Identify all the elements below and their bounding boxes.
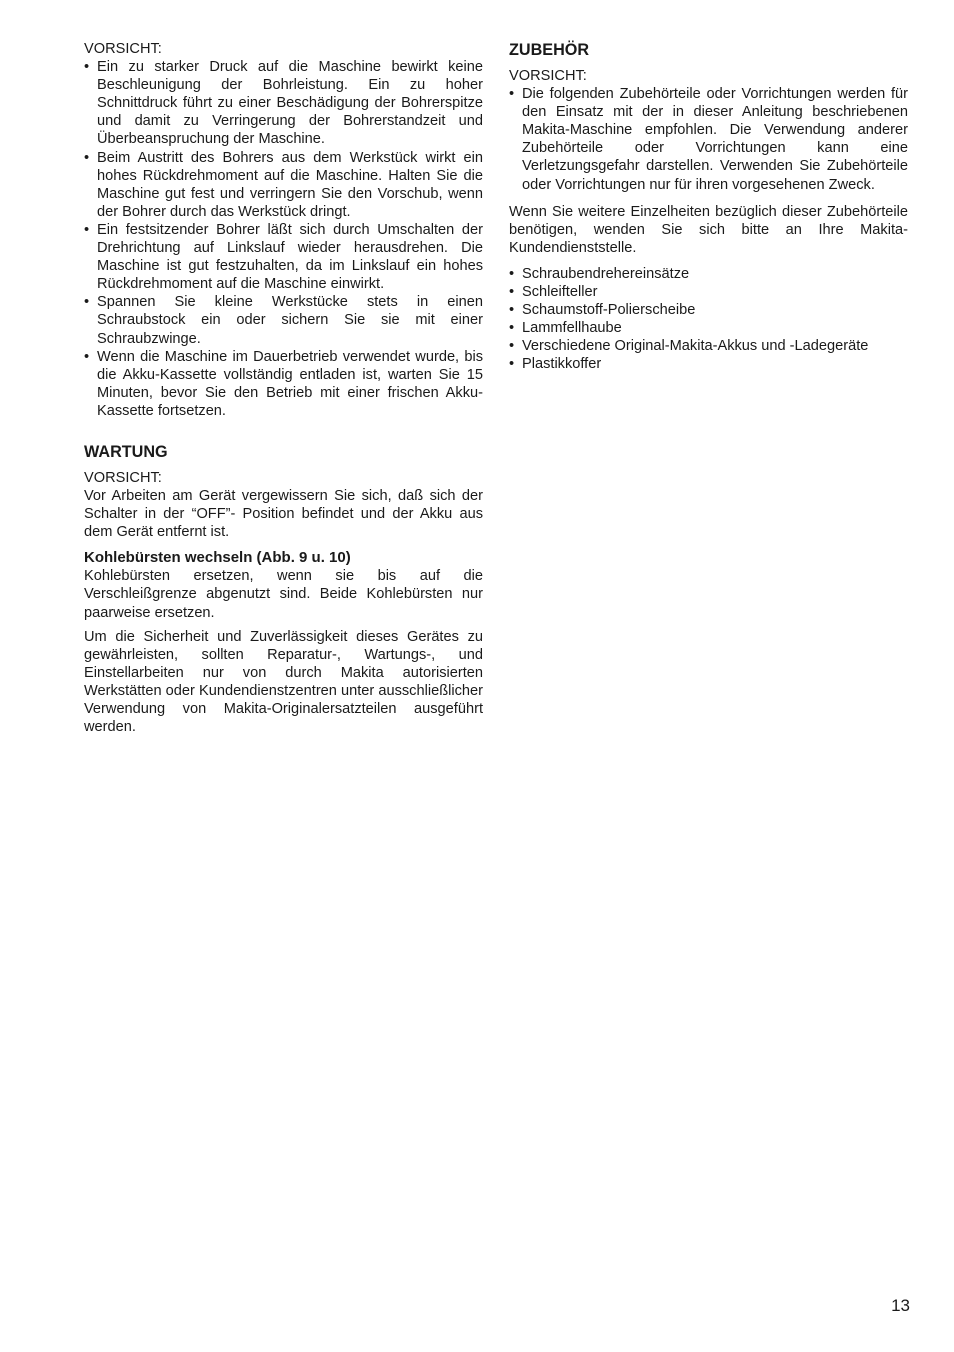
maintenance-heading: WARTUNG [84, 442, 168, 461]
accessories-caution-label: VORSICHT: [509, 68, 587, 84]
accessories-heading: ZUBEHÖR [509, 41, 590, 59]
accessory-item: • Schleifteller [509, 283, 908, 301]
accessories-info-text: Wenn Sie weitere Einzelheiten bezüglich dieser Zubehörteile benötigen, wenden Sie sich bitte an Ihre Makita-Kundendienststelle. [509, 203, 908, 256]
caution-item: • Beim Austritt des Bohrers aus dem Werkstück wirkt ein hohes Rückdrehmoment auf die Maschine. Halten Sie die Maschine gut fest und verringern Sie den Vorschub, wenn der Bohrer durch das Werkstück dringt. [84, 149, 483, 221]
caution-item: • Ein festsitzender Bohrer läßt sich durch Umschalten der Drehrichtung auf Linkslauf wieder herausdrehen. Die Maschine ist gut festzuhalten, da im Linkslauf ein hohes Rückdrehmoment auf die Maschine einwirkt. [84, 221, 483, 293]
carbon-brush-heading: Kohlebürsten wechseln (Abb. 9 u. 10) [84, 549, 351, 567]
caution-item: • Spannen Sie kleine Werkstücke stets in einen Schraubstock ein oder sichern Sie sie mit einer Schraubzwinge. [84, 293, 483, 347]
accessory-item: • Schraubendrehereinsätze [509, 265, 908, 283]
maintenance-caution-label: VORSICHT: [84, 469, 162, 486]
accessory-item: • Schaumstoff-Polierscheibe [509, 301, 908, 319]
caution-label: VORSICHT: [84, 41, 162, 57]
caution-item: • Wenn die Maschine im Dauerbetrieb verwendet wurde, bis die Akku-Kassette vollständig entladen ist, warten Sie 15 Minuten, bevor Sie den Betrieb mit einer frischen Akku-Kassette fortsetzen. [84, 348, 483, 420]
caution-item: • Ein zu starker Druck auf die Maschine bewirkt keine Beschleunigung der Bohrleistung. Ein zu hoher Schnittdruck führt zu einer Beschädigung der Bohrerspitze und damit zu Verringerung der Bohrerstandzeit und Überbeanspruchung der Maschine. [84, 58, 483, 148]
accessory-item: • Lammfellhaube [509, 319, 908, 337]
accessories-list [509, 265, 908, 374]
caution-list [84, 58, 483, 420]
caution-item: • Die folgenden Zubehörteile oder Vorrichtungen werden für den Einsatz mit der in dieser Anleitung beschriebenen Makita-Maschine empfohlen. Die Verwendung anderer Zubehörteile oder Vorrichtungen kann eine Verletzungsgefahr darstellen. Verwenden Sie Zubehörteile oder Vorrichtungen nur für ihren vorgesehenen Zweck. [509, 85, 908, 194]
left-column [84, 40, 483, 736]
accessories-caution-list [509, 85, 908, 194]
accessory-item: • Plastikkoffer [509, 355, 908, 373]
service-paragraph: Um die Sicherheit und Zuverlässigkeit dieses Gerätes zu gewährleisten, sollten Reparatur-, Wartungs-, und Einstellarbeiten nur von durch Makita autorisierten Werkstätten oder Kundendienstzentren unter ausschließlicher Verwendung von Makita-Originalersatzteilen ausgeführt werden. [84, 628, 483, 736]
page-number: 13 [891, 1296, 910, 1315]
carbon-brush-paragraph: Kohlebürsten ersetzen, wenn sie bis auf die Verschleißgrenze abgenutzt sind. Beide Kohlebürsten nur paarweise ersetzen. [84, 568, 483, 621]
accessory-item: • Verschiedene Original-Makita-Akkus und -Ladegeräte [509, 337, 908, 355]
right-column [509, 40, 908, 374]
maintenance-caution-text: Vor Arbeiten am Gerät vergewissern Sie sich, daß sich der Schalter in der “OFF”- Position befindet und der Akku aus dem Gerät entfernt ist. [84, 488, 483, 541]
